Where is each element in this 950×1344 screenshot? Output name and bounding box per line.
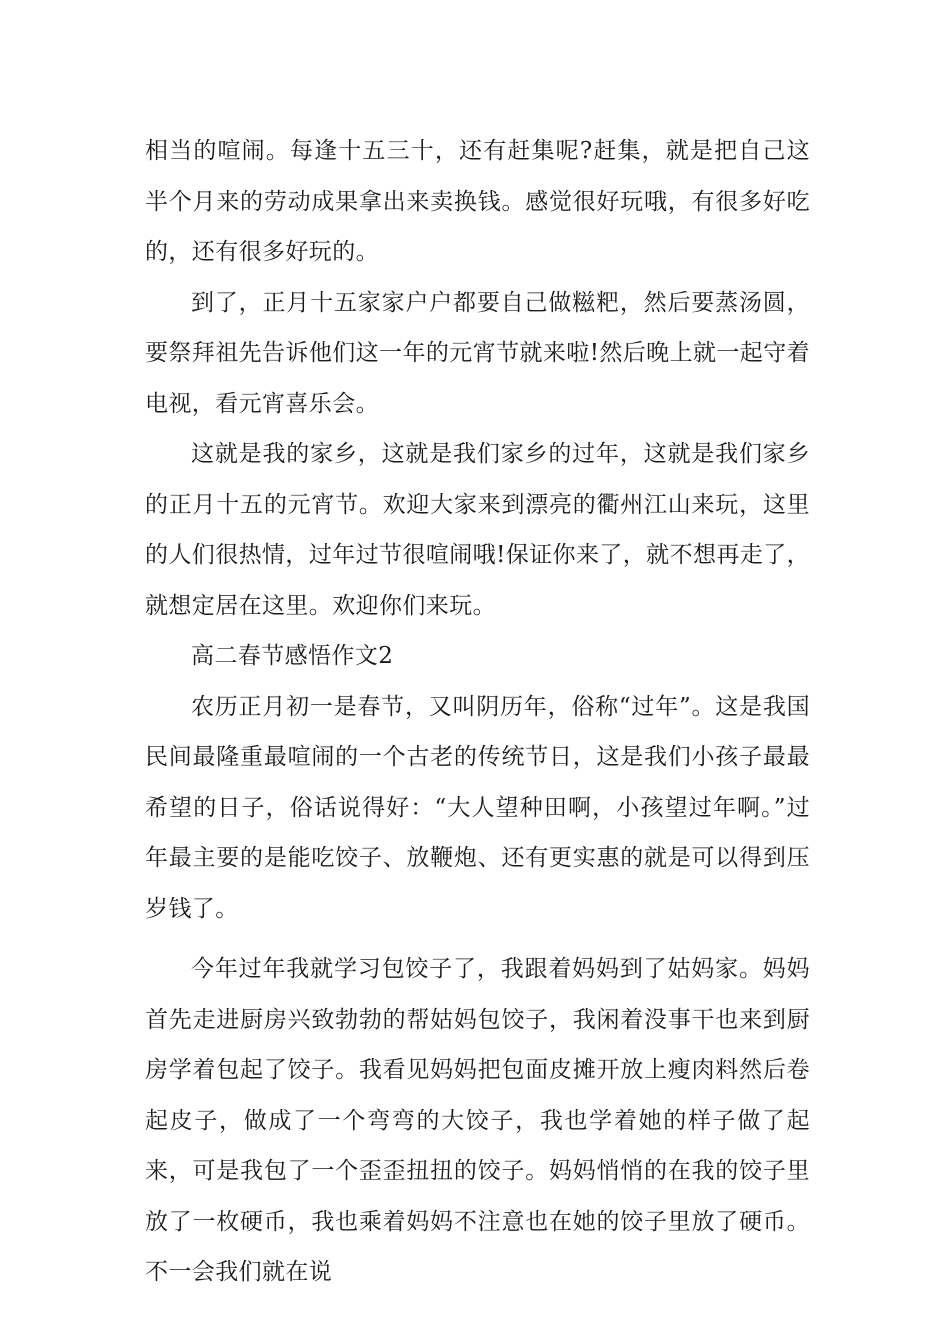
paragraph-4: 农历正月初一是春节，又叫阴历年，俗称“过年”。这是我国民间最隆重最喧闹的一个古老的传统节日，这是我们小孩子最最希望的日子，俗话说得好：“大人望种田啊，小孩望过年啊。”过年最主要的是能吃饺子、放鞭炮、还有更实惠的就是可以得到压岁钱了。	[145, 693, 810, 922]
paragraph-5: 今年过年我就学习包饺子了，我跟着妈妈到了姑妈家。妈妈首先走进厨房兴致勃勃的帮姑妈包饺子，我闲着没事干也来到厨房学着包起了饺子。我看见妈妈把包面皮摊开放上瘦肉料然后卷起皮子，做成了一个弯弯的大饺子，我也学着她的样子做了起来，可是我包了一个歪歪扭扭的饺子。妈妈悄悄的在我的饺子里放了一枚硬币，我也乘着妈妈不注意也在她的饺子里放了硬币。不一会我们就在说	[145, 956, 810, 1285]
paragraph-spacer	[145, 934, 810, 944]
section-title: 高二春节感悟作文2	[191, 643, 394, 669]
paragraph-1: 相当的喧闹。每逢十五三十，还有赶集呢?赶集，就是把自己这半个月来的劳动成果拿出来卖换钱。感觉很好玩哦，有很多好吃的，还有很多好玩的。	[145, 138, 810, 265]
paragraph-2: 到了，正月十五家家户户都要自己做糍粑，然后要蒸汤圆，要祭拜祖先告诉他们这一年的元宵节就来啦!然后晚上就一起守着电视，看元宵喜乐会。	[145, 289, 810, 417]
document-body	[145, 126, 810, 1298]
paragraph-3: 这就是我的家乡，这就是我们家乡的过年，这就是我们家乡的正月十五的元宵节。欢迎大家来到漂亮的衢州江山来玩，这里的人们很热情，过年过节很喧闹哦!保证你来了，就不想再走了，就想定居在这里。欢迎你们来玩。	[145, 441, 810, 619]
